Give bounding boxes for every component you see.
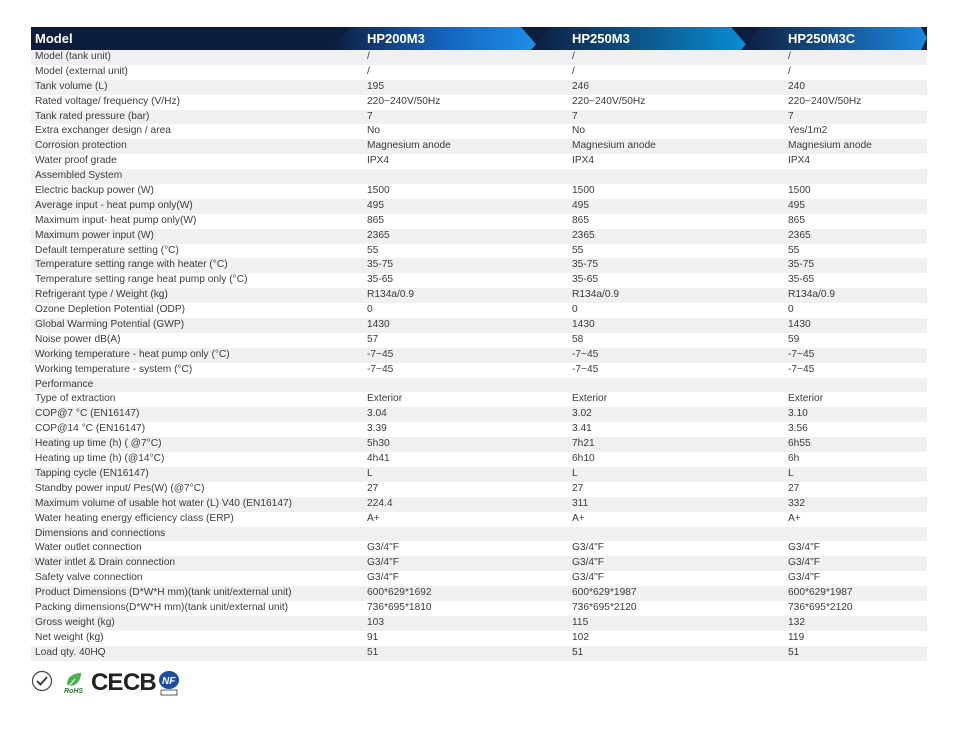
row-value-model-2: 35-65 bbox=[572, 274, 599, 286]
row-value-model-2: 55 bbox=[572, 244, 584, 256]
row-value-model-2: L bbox=[572, 467, 578, 479]
table-row bbox=[31, 586, 927, 601]
row-value-model-2: A+ bbox=[572, 512, 585, 524]
row-value-model-2: IPX4 bbox=[572, 155, 595, 167]
row-value-model-3: 220~240V/50Hz bbox=[788, 95, 862, 107]
row-value-model-2: -7~45 bbox=[572, 363, 599, 375]
row-value-model-2: / bbox=[572, 65, 575, 77]
table-row bbox=[31, 616, 927, 631]
svg-text:RoHS: RoHS bbox=[64, 688, 84, 694]
row-value-model-2: 736*695*2120 bbox=[572, 601, 637, 613]
row-value-model-3: 600*629*1987 bbox=[788, 587, 853, 599]
row-value-model-3: Yes/1m2 bbox=[788, 125, 828, 137]
table-row bbox=[31, 214, 927, 229]
table-row bbox=[31, 258, 927, 273]
row-value-model-3: 6h bbox=[788, 453, 800, 465]
row-value-model-2: 7h21 bbox=[572, 438, 595, 450]
table-row bbox=[31, 50, 927, 65]
table-row bbox=[31, 303, 927, 318]
row-value-model-2: G3/4"F bbox=[572, 557, 604, 569]
row-label: Average input - heat pump only(W) bbox=[35, 199, 193, 211]
row-value-model-1: 3.39 bbox=[367, 423, 387, 435]
spec-table bbox=[31, 27, 927, 661]
header-model-label: Model bbox=[35, 31, 73, 46]
header-model-2: HP250M3 bbox=[572, 31, 630, 46]
table-row bbox=[31, 482, 927, 497]
row-label: Heating up time (h) (@14°C) bbox=[35, 453, 165, 465]
row-value-model-2: 35-75 bbox=[572, 259, 599, 271]
row-value-model-3: IPX4 bbox=[788, 155, 811, 167]
table-row bbox=[31, 318, 927, 333]
row-value-model-2: 27 bbox=[572, 482, 584, 494]
row-value-model-1: IPX4 bbox=[367, 155, 390, 167]
table-row bbox=[31, 631, 927, 646]
row-label: Temperature setting range with heater (°C) bbox=[35, 259, 228, 271]
table-row bbox=[31, 184, 927, 199]
row-label: Maximum power input (W) bbox=[35, 229, 154, 241]
row-value-model-1: 220~240V/50Hz bbox=[367, 95, 441, 107]
header-model-1: HP200M3 bbox=[367, 31, 425, 46]
table-row bbox=[31, 288, 927, 303]
row-label: Tapping cycle (EN16147) bbox=[35, 467, 149, 479]
row-label: Model (external unit) bbox=[35, 65, 128, 77]
table-row bbox=[31, 571, 927, 586]
row-value-model-3: 736*695*2120 bbox=[788, 601, 853, 613]
row-value-model-2: 865 bbox=[572, 214, 589, 226]
row-value-model-1: 35-65 bbox=[367, 274, 394, 286]
row-value-model-1: 91 bbox=[367, 631, 379, 643]
row-value-model-1: 495 bbox=[367, 199, 384, 211]
row-value-model-2: / bbox=[572, 51, 575, 62]
cb-mark-icon: CB bbox=[123, 669, 156, 696]
row-value-model-3: 35-65 bbox=[788, 274, 815, 286]
row-value-model-3: -7~45 bbox=[788, 363, 815, 375]
row-label: Gross weight (kg) bbox=[35, 616, 115, 628]
row-value-model-3: 3.56 bbox=[788, 423, 808, 435]
rohs-icon bbox=[61, 670, 87, 694]
row-value-model-3: 35-75 bbox=[788, 259, 815, 271]
row-value-model-3: G3/4"F bbox=[788, 557, 820, 569]
row-value-model-1: 600*629*1692 bbox=[367, 587, 432, 599]
table-row bbox=[31, 273, 927, 288]
row-value-model-1: 224.4 bbox=[367, 497, 393, 509]
row-label: Heating up time (h) ( @7°C) bbox=[35, 438, 162, 450]
row-value-model-1: 35-75 bbox=[367, 259, 394, 271]
table-row bbox=[31, 437, 927, 452]
table-row bbox=[31, 467, 927, 482]
row-label: Load qty. 40HQ bbox=[35, 646, 106, 658]
row-value-model-2: R134a/0.9 bbox=[572, 289, 620, 301]
row-value-model-1: 103 bbox=[367, 616, 384, 628]
row-value-model-2: 7 bbox=[572, 110, 578, 122]
row-value-model-2: 220~240V/50Hz bbox=[572, 95, 646, 107]
table-row bbox=[31, 378, 927, 393]
row-value-model-3: 2365 bbox=[788, 229, 811, 241]
row-label: Product Dimensions (D*W*H mm)(tank unit/external unit) bbox=[35, 587, 292, 599]
row-value-model-1: 1430 bbox=[367, 319, 390, 331]
table-row bbox=[31, 229, 927, 244]
row-label: Working temperature - system (°C) bbox=[35, 363, 193, 375]
row-value-model-1: A+ bbox=[367, 512, 380, 524]
row-value-model-1: 0 bbox=[367, 304, 373, 316]
row-value-model-1: 736*695*1810 bbox=[367, 601, 432, 613]
table-row bbox=[31, 541, 927, 556]
row-label: Water proof grade bbox=[35, 155, 117, 167]
row-value-model-1: G3/4"F bbox=[367, 557, 399, 569]
row-value-model-3: -7~45 bbox=[788, 348, 815, 360]
row-label: Safety valve connection bbox=[35, 572, 143, 584]
row-value-model-1: / bbox=[367, 51, 370, 62]
row-label: Water intlet & Drain connection bbox=[35, 557, 176, 569]
row-value-model-1: / bbox=[367, 65, 370, 77]
row-value-model-2: 1430 bbox=[572, 319, 595, 331]
row-value-model-1: 2365 bbox=[367, 229, 390, 241]
row-value-model-2: Magnesium anode bbox=[572, 140, 656, 152]
row-label: Ozone Depletion Potential (ODP) bbox=[35, 304, 186, 316]
row-value-model-3: / bbox=[788, 65, 791, 77]
row-label: Net weight (kg) bbox=[35, 631, 104, 643]
row-value-model-2: 600*629*1987 bbox=[572, 587, 637, 599]
table-row bbox=[31, 80, 927, 95]
ce-mark-icon: CE bbox=[91, 669, 123, 696]
row-value-model-3: 59 bbox=[788, 333, 800, 345]
table-row bbox=[31, 601, 927, 616]
row-label: Standby power input/ Pes(W) (@7°C) bbox=[35, 482, 205, 494]
row-value-model-1: No bbox=[367, 125, 381, 137]
row-value-model-2: 3.41 bbox=[572, 423, 592, 435]
row-value-model-3: / bbox=[788, 51, 791, 62]
row-value-model-3: R134a/0.9 bbox=[788, 289, 836, 301]
row-value-model-1: 3.04 bbox=[367, 408, 387, 420]
row-label: Default temperature setting (°C) bbox=[35, 244, 179, 256]
row-value-model-3: 865 bbox=[788, 214, 805, 226]
row-value-model-1: Magnesium anode bbox=[367, 140, 451, 152]
table-row bbox=[31, 452, 927, 467]
row-label: Water heating energy efficiency class (ERP) bbox=[35, 512, 234, 524]
row-value-model-2: G3/4"F bbox=[572, 542, 604, 554]
row-value-model-2: 1500 bbox=[572, 185, 595, 197]
table-body bbox=[31, 50, 927, 661]
row-value-model-1: G3/4"F bbox=[367, 572, 399, 584]
table-row bbox=[31, 110, 927, 125]
row-value-model-3: 27 bbox=[788, 482, 800, 494]
table-row bbox=[31, 512, 927, 527]
row-value-model-1: 51 bbox=[367, 646, 379, 658]
row-value-model-3: 119 bbox=[788, 631, 805, 643]
table-row bbox=[31, 363, 927, 378]
table-row bbox=[31, 65, 927, 80]
row-value-model-1: G3/4"F bbox=[367, 542, 399, 554]
row-value-model-1: L bbox=[367, 467, 373, 479]
row-value-model-1: 4h41 bbox=[367, 453, 390, 465]
row-value-model-1: 1500 bbox=[367, 185, 390, 197]
row-value-model-3: 1430 bbox=[788, 319, 811, 331]
row-value-model-3: 132 bbox=[788, 616, 805, 628]
row-label: Working temperature - heat pump only (°C) bbox=[35, 348, 230, 360]
table-row bbox=[31, 124, 927, 139]
row-label: Water outlet connection bbox=[35, 542, 142, 554]
table-row bbox=[31, 497, 927, 512]
row-label: Dimensions and connections bbox=[35, 527, 166, 539]
row-value-model-3: 7 bbox=[788, 110, 794, 122]
certification-logos bbox=[31, 670, 191, 698]
row-value-model-3: 332 bbox=[788, 497, 805, 509]
row-label: Extra exchanger design / area bbox=[35, 125, 171, 137]
row-label: Packing dimensions(D*W*H mm)(tank unit/external unit) bbox=[35, 601, 289, 613]
row-value-model-2: 2365 bbox=[572, 229, 595, 241]
table-row bbox=[31, 422, 927, 437]
row-value-model-3: 0 bbox=[788, 304, 794, 316]
row-label: Tank volume (L) bbox=[35, 80, 108, 92]
row-label: Global Warming Potential (GWP) bbox=[35, 319, 185, 331]
row-value-model-1: 27 bbox=[367, 482, 379, 494]
reach-icon bbox=[31, 670, 53, 692]
row-label: Corrosion protection bbox=[35, 140, 127, 152]
row-value-model-2: 6h10 bbox=[572, 453, 595, 465]
table-row bbox=[31, 199, 927, 214]
table-row bbox=[31, 154, 927, 169]
row-value-model-2: 311 bbox=[572, 497, 589, 509]
row-value-model-3: Magnesium anode bbox=[788, 140, 872, 152]
table-row bbox=[31, 333, 927, 348]
row-label: COP@7 °C (EN16147) bbox=[35, 408, 140, 420]
row-value-model-3: 240 bbox=[788, 80, 805, 92]
row-value-model-1: 55 bbox=[367, 244, 379, 256]
row-value-model-1: Exterior bbox=[367, 393, 403, 405]
table-row bbox=[31, 527, 927, 542]
table-row bbox=[31, 392, 927, 407]
row-value-model-3: 3.10 bbox=[788, 408, 808, 420]
table-row bbox=[31, 169, 927, 184]
row-value-model-3: 1500 bbox=[788, 185, 811, 197]
table-header bbox=[31, 27, 927, 50]
header-model-3: HP250M3C bbox=[788, 31, 856, 46]
row-value-model-1: 195 bbox=[367, 80, 384, 92]
row-value-model-3: Exterior bbox=[788, 393, 824, 405]
row-label: Assembled System bbox=[35, 170, 123, 182]
row-label: Tank rated pressure (bar) bbox=[35, 110, 150, 122]
row-value-model-2: G3/4"F bbox=[572, 572, 604, 584]
row-value-model-3: G3/4"F bbox=[788, 542, 820, 554]
row-value-model-2: 246 bbox=[572, 80, 589, 92]
row-label: Noise power dB(A) bbox=[35, 333, 121, 345]
row-label: Electric backup power (W) bbox=[35, 185, 154, 197]
row-value-model-1: 865 bbox=[367, 214, 384, 226]
row-value-model-1: 5h30 bbox=[367, 438, 390, 450]
row-label: Maximum volume of usable hot water (L) V40 (EN16147) bbox=[35, 497, 293, 509]
row-value-model-1: -7~45 bbox=[367, 348, 394, 360]
row-label: Refrigerant type / Weight (kg) bbox=[35, 289, 168, 301]
row-label: Type of extraction bbox=[35, 393, 116, 405]
row-value-model-3: G3/4"F bbox=[788, 572, 820, 584]
table-row bbox=[31, 244, 927, 259]
row-value-model-3: 55 bbox=[788, 244, 800, 256]
row-value-model-2: 115 bbox=[572, 616, 589, 628]
row-label: Model (tank unit) bbox=[35, 51, 111, 62]
row-label: Maximum input- heat pump only(W) bbox=[35, 214, 197, 226]
row-label: Rated voltage/ frequency (V/Hz) bbox=[35, 95, 180, 107]
row-value-model-3: 51 bbox=[788, 646, 800, 658]
nf-mark-icon bbox=[157, 670, 181, 696]
table-row bbox=[31, 95, 927, 110]
table-row bbox=[31, 139, 927, 154]
row-value-model-1: -7~45 bbox=[367, 363, 394, 375]
row-label: Temperature setting range heat pump only (°C) bbox=[35, 274, 248, 286]
row-value-model-2: 51 bbox=[572, 646, 584, 658]
row-value-model-2: 0 bbox=[572, 304, 578, 316]
table-row bbox=[31, 348, 927, 363]
row-value-model-2: No bbox=[572, 125, 586, 137]
row-value-model-2: 58 bbox=[572, 333, 584, 345]
row-label: Performance bbox=[35, 378, 94, 390]
row-label: COP@14 °C (EN16147) bbox=[35, 423, 146, 435]
row-value-model-1: R134a/0.9 bbox=[367, 289, 415, 301]
table-row bbox=[31, 407, 927, 422]
row-value-model-3: 6h55 bbox=[788, 438, 811, 450]
row-value-model-3: 495 bbox=[788, 199, 805, 211]
table-row bbox=[31, 646, 927, 661]
row-value-model-2: 3.02 bbox=[572, 408, 592, 420]
row-value-model-3: A+ bbox=[788, 512, 801, 524]
row-value-model-1: 7 bbox=[367, 110, 373, 122]
row-value-model-2: -7~45 bbox=[572, 348, 599, 360]
row-value-model-2: 495 bbox=[572, 199, 589, 211]
row-value-model-2: 102 bbox=[572, 631, 589, 643]
table-row bbox=[31, 556, 927, 571]
row-value-model-2: Exterior bbox=[572, 393, 608, 405]
row-value-model-3: L bbox=[788, 467, 794, 479]
svg-text:NF: NF bbox=[162, 676, 176, 687]
row-value-model-1: 57 bbox=[367, 333, 379, 345]
